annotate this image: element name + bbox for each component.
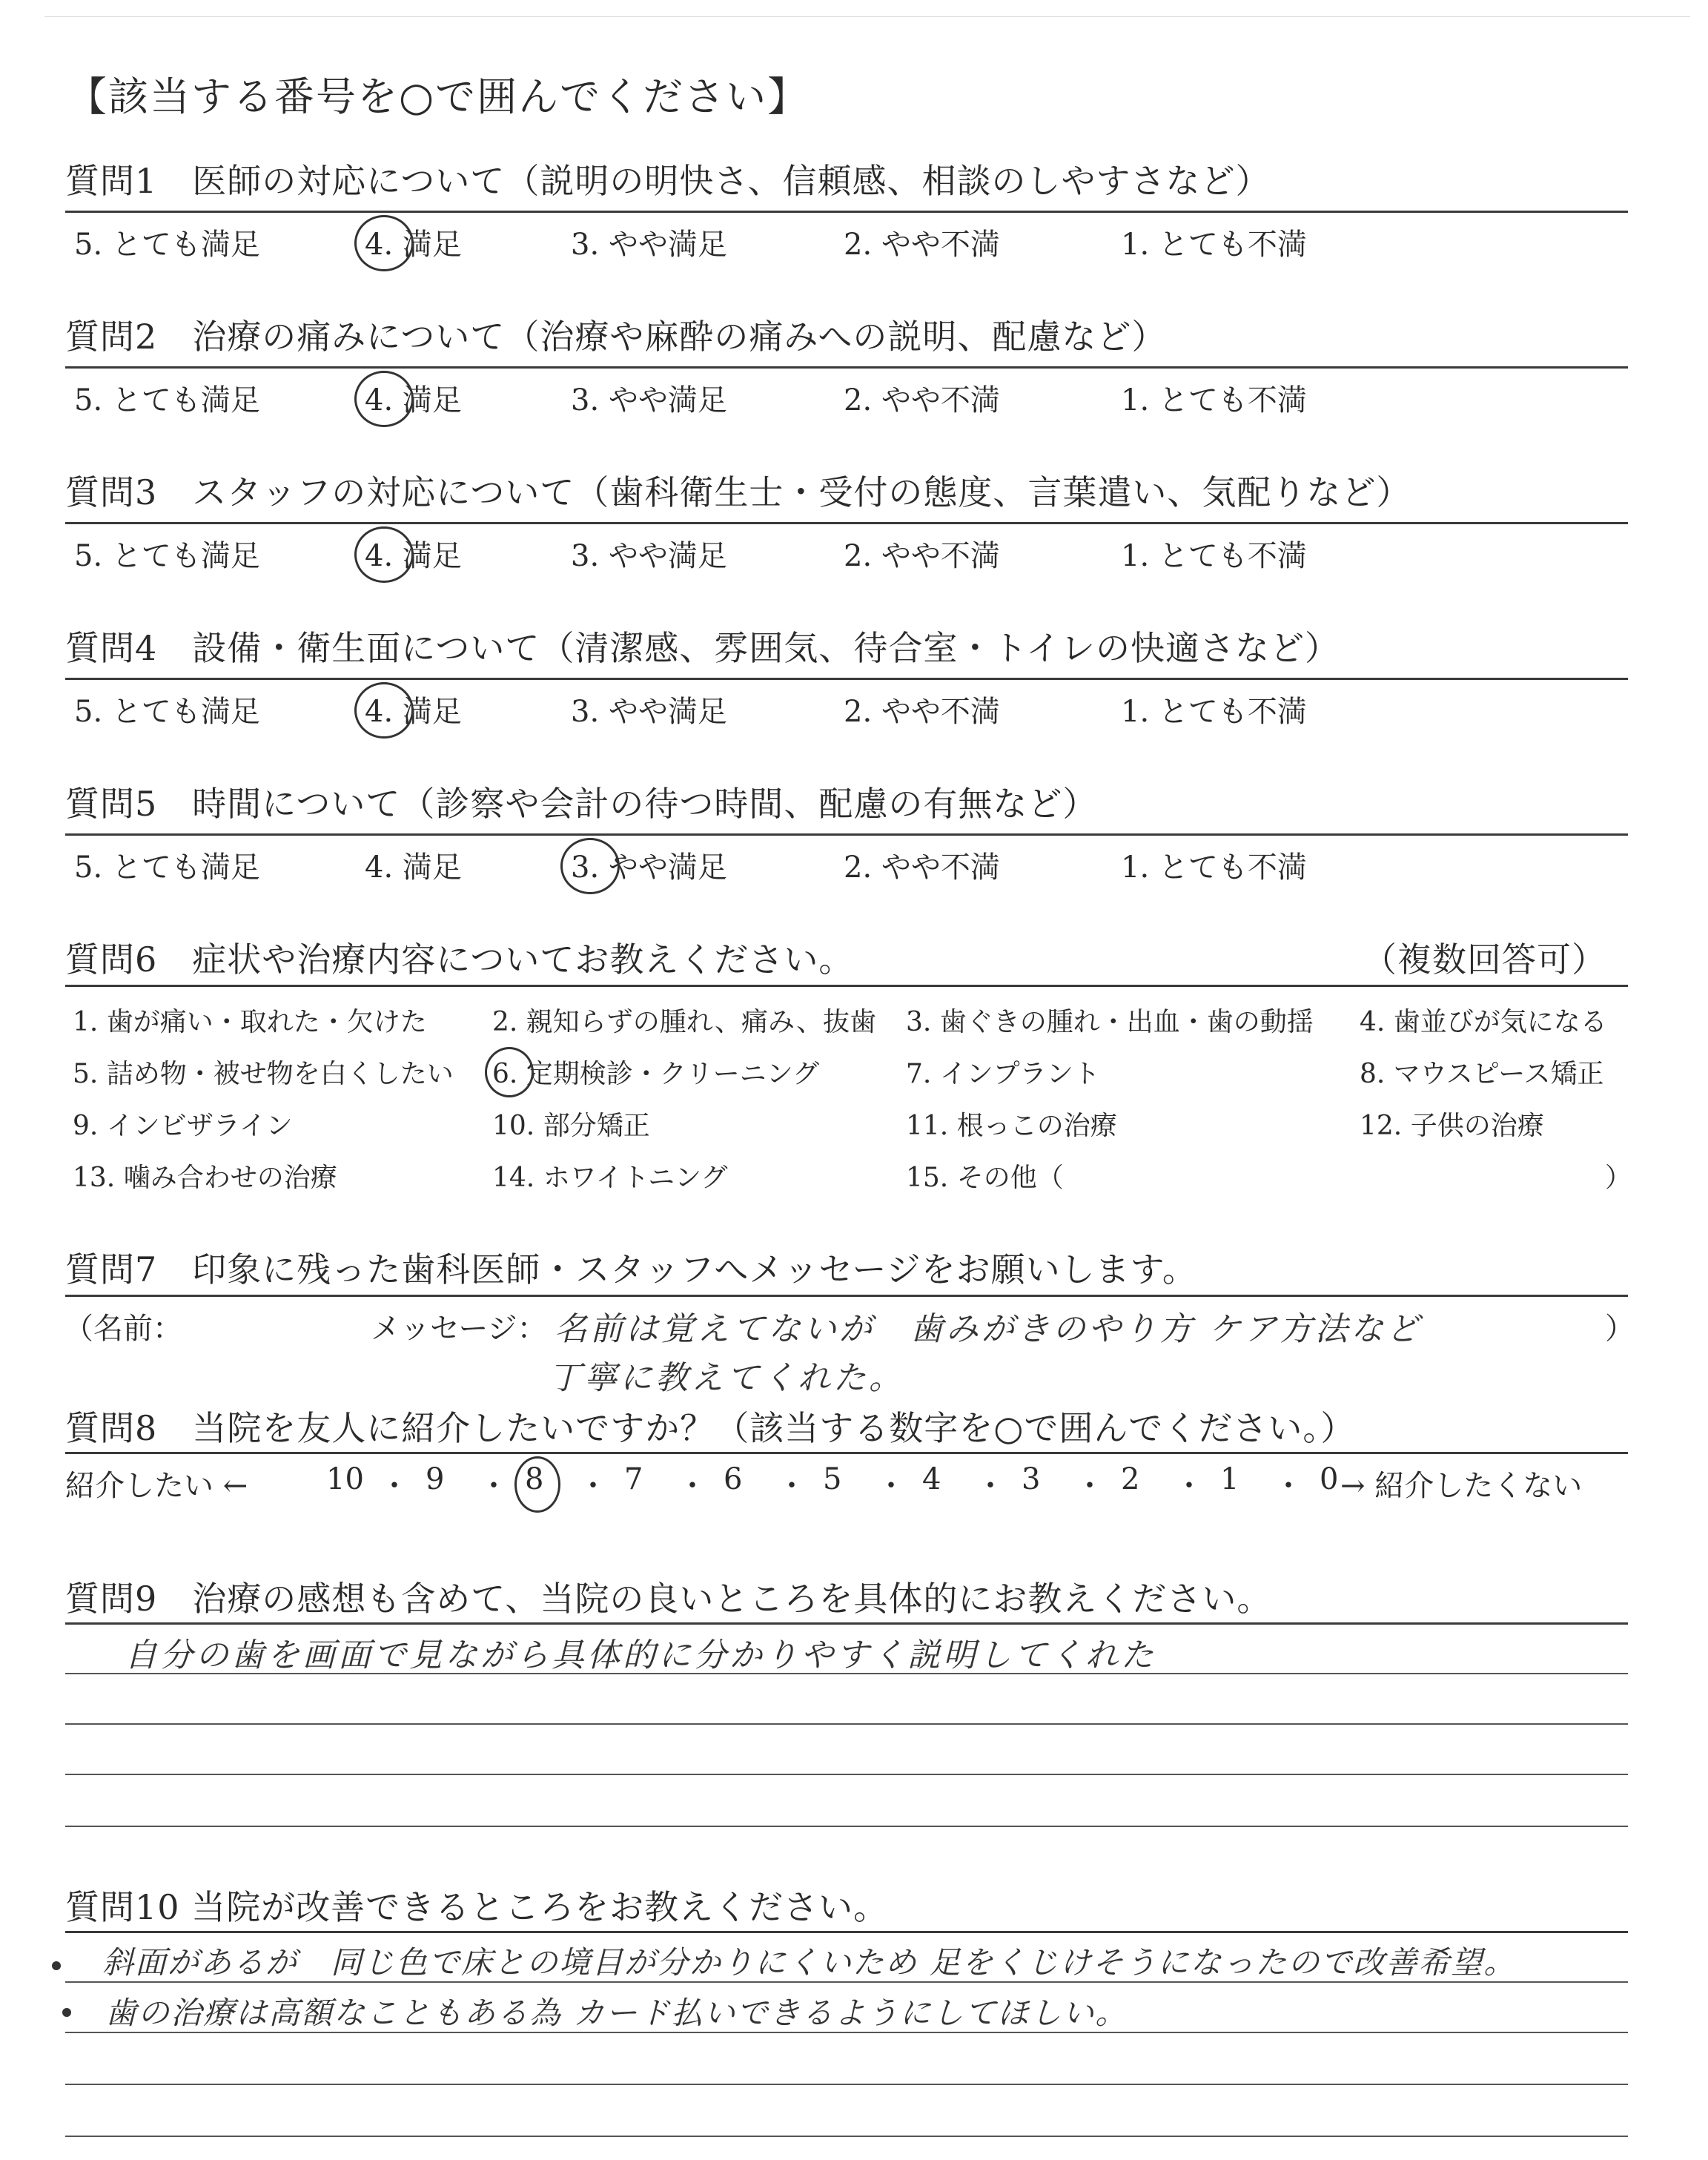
q8-scale-8[interactable]: 8 — [525, 1462, 544, 1496]
q7-message-label: メッセージ： — [371, 1312, 547, 1346]
q2-option-2[interactable]: 2. やや不満 — [844, 383, 1000, 417]
q1-option-2[interactable]: 2. やや不満 — [844, 228, 1000, 262]
q8-separator: ・ — [1274, 1469, 1303, 1503]
page-top-edge — [44, 16, 1690, 17]
q7-close-paren: ） — [1605, 1312, 1635, 1346]
q10-line-2 — [65, 2032, 1628, 2033]
q9-title: 質問9 治療の感想も含めて、当院の良いところを具体的にお教えください。 — [65, 1579, 1272, 1619]
q2-option-1[interactable]: 1. とても不満 — [1121, 383, 1307, 417]
q2-option-5[interactable]: 5. とても満足 — [74, 383, 260, 417]
q8-separator: ・ — [578, 1469, 608, 1503]
q2-option-4[interactable]: 4. 満足 — [365, 383, 462, 417]
q6-option-2[interactable]: 2. 親知らずの腫れ、痛み、抜歯 — [492, 1007, 877, 1037]
q5-option-2[interactable]: 2. やや不満 — [844, 851, 1000, 885]
bullet-icon — [62, 2008, 71, 2017]
q3-option-5[interactable]: 5. とても満足 — [74, 539, 260, 573]
q10-line-4 — [65, 2136, 1628, 2137]
q10-answer-1: 斜面があるが 同じ色で床との境目が分かりにくいため 足をくじけそうになったので改善希望。 — [102, 1944, 1517, 1981]
q9-underline — [65, 1622, 1628, 1625]
q5-option-4[interactable]: 4. 満足 — [365, 851, 462, 885]
q8-separator: ・ — [1075, 1469, 1105, 1503]
q6-option-9[interactable]: 9. インビザライン — [73, 1111, 293, 1141]
q4-option-5[interactable]: 5. とても満足 — [74, 695, 260, 729]
q5-option-1[interactable]: 1. とても不満 — [1121, 851, 1307, 885]
q10-line-1 — [65, 1981, 1628, 1983]
q8-right-label: → 紹介したくない — [1340, 1469, 1583, 1503]
q6-option-7[interactable]: 7. インプラント — [906, 1059, 1100, 1089]
selection-circle — [354, 371, 414, 427]
q8-separator: ・ — [678, 1469, 707, 1503]
q1-option-3[interactable]: 3. やや満足 — [571, 228, 727, 262]
bullet-icon — [52, 1961, 61, 1970]
q4-option-2[interactable]: 2. やや不満 — [844, 695, 1000, 729]
q3-title: 質問3 スタッフの対応について（歯科衛生士・受付の態度、言葉遣い、気配りなど） — [65, 472, 1411, 512]
q9-line-1 — [65, 1673, 1628, 1674]
selection-circle — [514, 1456, 560, 1513]
q2-title: 質問2 治療の痛みについて（治療や麻酔の痛みへの説明、配慮など） — [65, 317, 1167, 357]
q1-underline — [65, 211, 1628, 213]
q9-answer: 自分の歯を画面で見ながら具体的に分かりやすく説明してくれた — [125, 1636, 1156, 1674]
q10-line-3 — [65, 2084, 1628, 2085]
q8-scale-1[interactable]: 1 — [1220, 1462, 1239, 1496]
q6-title: 質問6 症状や治療内容についてお教えください。 — [65, 939, 854, 980]
q8-title: 質問8 当院を友人に紹介したいですか？（該当する数字を○で囲んでください。） — [65, 1408, 1356, 1448]
q8-scale-4[interactable]: 4 — [922, 1462, 941, 1496]
q8-separator: ・ — [976, 1469, 1005, 1503]
q6-option-10[interactable]: 10. 部分矯正 — [492, 1111, 650, 1141]
q4-option-3[interactable]: 3. やや満足 — [571, 695, 727, 729]
page-heading: 【該当する番号を○で囲んでください】 — [67, 73, 810, 120]
q3-option-2[interactable]: 2. やや不満 — [844, 539, 1000, 573]
selection-circle — [560, 838, 620, 894]
q6-option-6[interactable]: 6. 定期検診・クリーニング — [492, 1059, 820, 1089]
q7-title: 質問7 印象に残った歯科医師・スタッフへメッセージをお願いします。 — [65, 1249, 1197, 1289]
q8-separator: ・ — [777, 1469, 807, 1503]
q1-option-5[interactable]: 5. とても満足 — [74, 228, 260, 262]
q8-scale-3[interactable]: 3 — [1022, 1462, 1041, 1496]
q6-option-12[interactable]: 12. 子供の治療 — [1360, 1111, 1544, 1141]
q6-option-5[interactable]: 5. 詰め物・被せ物を白くしたい — [73, 1059, 454, 1089]
q10-underline — [65, 1931, 1628, 1933]
q2-option-3[interactable]: 3. やや満足 — [571, 383, 727, 417]
q7-underline — [65, 1295, 1628, 1297]
q6-note: （複数回答可） — [1363, 939, 1606, 980]
q6-option-14[interactable]: 14. ホワイトニング — [492, 1163, 728, 1193]
q5-option-3[interactable]: 3. やや満足 — [571, 851, 727, 885]
q5-title: 質問5 時間について（診察や会計の待つ時間、配慮の有無など） — [65, 784, 1098, 824]
q8-separator: ・ — [380, 1469, 409, 1503]
q6-option-15[interactable]: 15. その他（ — [906, 1163, 1064, 1193]
q10-answer-2: 歯の治療は高額なこともある為 カード払いできるようにしてほしい。 — [105, 1995, 1128, 2031]
selection-circle — [354, 215, 414, 271]
q8-separator: ・ — [1174, 1469, 1204, 1503]
q3-underline — [65, 522, 1628, 524]
q8-separator: ・ — [876, 1469, 906, 1503]
q4-option-4[interactable]: 4. 満足 — [365, 695, 462, 729]
q8-scale-10[interactable]: 10 — [326, 1462, 364, 1496]
q8-left-label: 紹介したい ← — [65, 1469, 248, 1503]
q8-separator: ・ — [479, 1469, 509, 1503]
q7-message-line2: 丁寧に教えてくれた。 — [549, 1359, 904, 1397]
q8-scale-5[interactable]: 5 — [823, 1462, 842, 1496]
q8-scale-6[interactable]: 6 — [724, 1462, 743, 1496]
selection-circle — [354, 526, 414, 583]
q7-name-label: （名前： — [64, 1312, 182, 1346]
q1-option-1[interactable]: 1. とても不満 — [1121, 228, 1307, 262]
selection-circle — [354, 682, 414, 739]
q8-scale-7[interactable]: 7 — [624, 1462, 643, 1496]
q8-scale-2[interactable]: 2 — [1121, 1462, 1140, 1496]
q6-option-4[interactable]: 4. 歯並びが気になる — [1360, 1007, 1607, 1037]
q10-title: 質問10 当院が改善できるところをお教えください。 — [65, 1887, 889, 1927]
q4-underline — [65, 678, 1628, 680]
q9-line-4 — [65, 1826, 1628, 1827]
q4-option-1[interactable]: 1. とても不満 — [1121, 695, 1307, 729]
q4-title: 質問4 設備・衛生面について（清潔感、雰囲気、待合室・トイレの快適さなど） — [65, 628, 1340, 668]
q6-option-11[interactable]: 11. 根っこの治療 — [906, 1111, 1117, 1141]
q6-option-3[interactable]: 3. 歯ぐきの腫れ・出血・歯の動揺 — [906, 1007, 1314, 1037]
q5-option-5[interactable]: 5. とても満足 — [74, 851, 260, 885]
q6-underline — [65, 985, 1628, 987]
q7-message-line1: 名前は覚えてないが 歯みがきのやり方 ケア方法など — [555, 1310, 1422, 1348]
q9-line-2 — [65, 1723, 1628, 1725]
q6-option-1[interactable]: 1. 歯が痛い・取れた・欠けた — [73, 1007, 427, 1037]
q8-scale-0[interactable]: 0 — [1320, 1462, 1339, 1496]
q8-scale-9[interactable]: 9 — [426, 1462, 445, 1496]
q3-option-4[interactable]: 4. 満足 — [365, 539, 462, 573]
q6-other-close-paren: ） — [1605, 1163, 1632, 1193]
selection-circle — [485, 1047, 534, 1097]
q1-title: 質問1 医師の対応について（説明の明快さ、信頼感、相談のしやすさなど） — [65, 161, 1271, 201]
q6-option-13[interactable]: 13. 噛み合わせの治療 — [73, 1163, 337, 1193]
q3-option-3[interactable]: 3. やや満足 — [571, 539, 727, 573]
q8-underline — [65, 1452, 1628, 1454]
q6-option-8[interactable]: 8. マウスピース矯正 — [1360, 1059, 1604, 1089]
q1-option-4[interactable]: 4. 満足 — [365, 228, 462, 262]
q3-option-1[interactable]: 1. とても不満 — [1121, 539, 1307, 573]
q9-line-3 — [65, 1774, 1628, 1775]
q2-underline — [65, 366, 1628, 369]
q5-underline — [65, 833, 1628, 836]
